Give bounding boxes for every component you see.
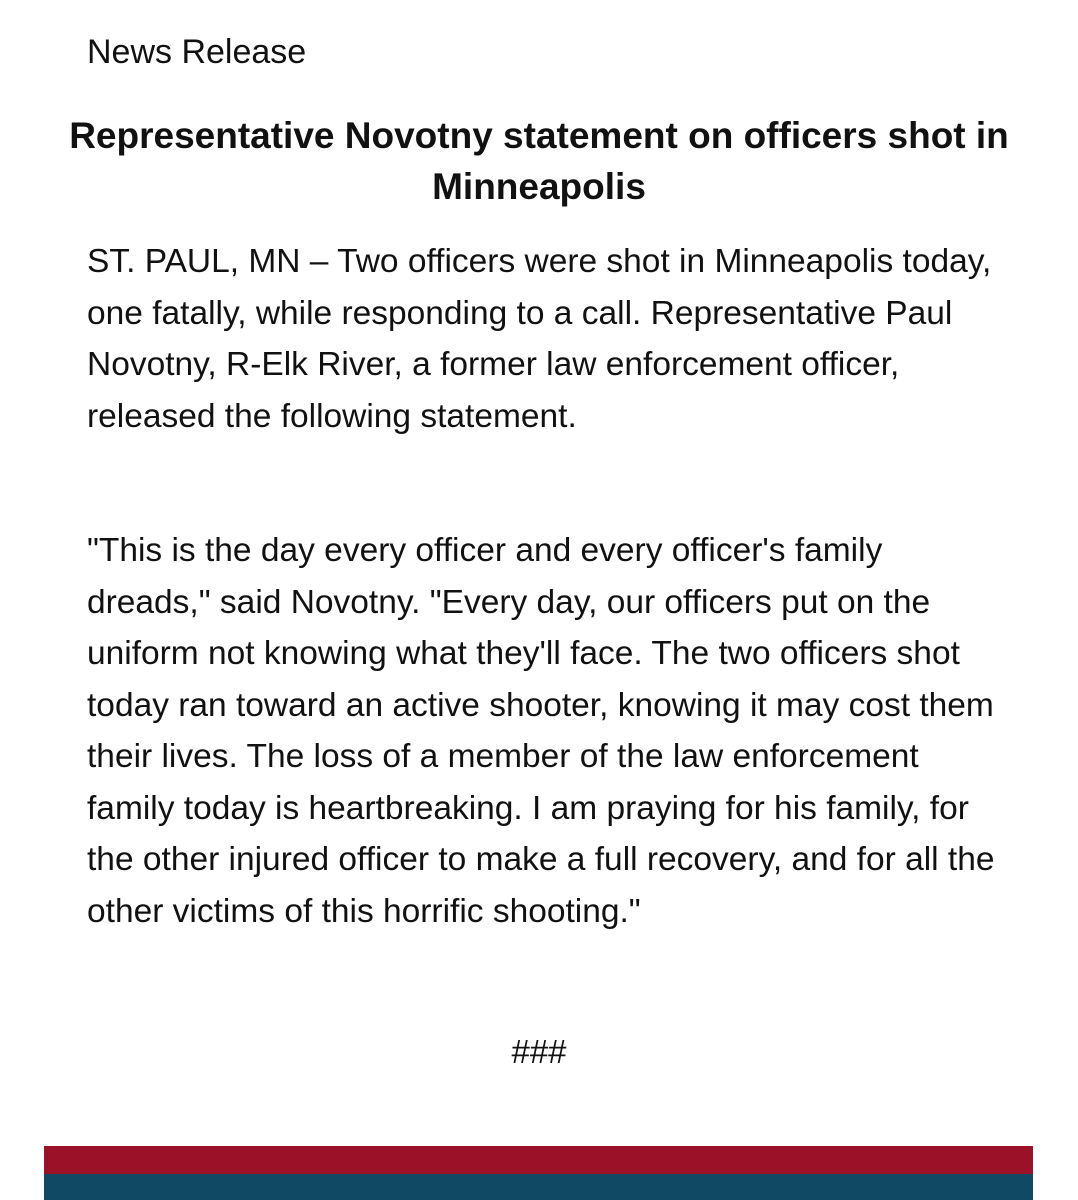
release-type-label: News Release (87, 33, 307, 71)
release-headline: Representative Novotny statement on officers shot in Minneapolis (69, 115, 1009, 207)
footer-red-stripe (44, 1146, 1033, 1174)
footer-blue-stripe (44, 1174, 1033, 1200)
statement-paragraph: "This is the day every officer and every officer's family dreads," said Novotny. "Every day, our officers put on the uniform not knowing what they'll face. The two officers shot today ran toward an active shooter, knowing it may cost them their lives. The loss of a member of the law enforcement family today is heartbreaking. I am praying for his family, for the other injured officer to make a full recovery, and for all the other victims of this horrific shooting." (87, 532, 995, 930)
intro-paragraph: ST. PAUL, MN – Two officers were shot in Minneapolis today, one fatally, while responding to a call. Representative Paul Novotny, R-Elk River, a former law enforcement officer, released the following statement. (87, 243, 992, 435)
end-of-release-mark: ### (511, 1033, 567, 1070)
